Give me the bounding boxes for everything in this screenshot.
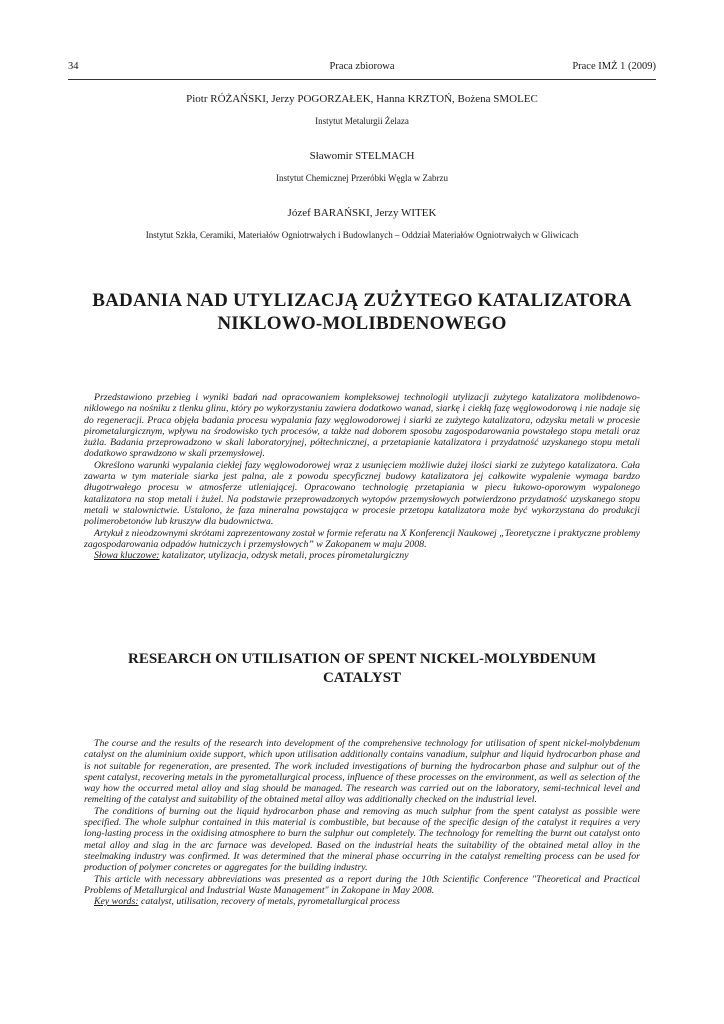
running-header [68,61,656,77]
journal-citation: Prace IMŻ 1 (2009) [572,61,656,72]
page-number: 34 [68,61,79,72]
abstract-pl-paragraph-1: Przedstawiono przebieg i wyniki badań nad opracowaniem kompleksowej technologii utylizacji zużytego katalizatora molibdenowo-niklowego na nośniku z tlenku glinu, który po wykorzystaniu zawiera dodatkowo wanad, siarkę i ciekłą fazę węglowodorową i nie nadaje się do regeneracji. Praca objęła badania procesu wypalania fazy węglowodorowej i siarki ze zużytego katalizatora, odzysku metali w procesie pirometalurgicznym, wpływu na środowisko tych procesów, a także nad doborem sposobu zagospodarowania powstałego stopu metali oraz żużla. Badania przeprowadzono w skali laboratoryjnej, półtechnicznej, a przetapianie katalizatora i przydatność uzyskanego stopu metali dodatkowo sprawdzono w skali przemysłowej. [84,392,640,460]
abstract-pl-paragraph-3: Artykuł z nieodzownymi skrótami zaprezentowany został w formie referatu na X Konferencji Naukowej „Teoretyczne i praktyczne problemy zagospodarowania odpadów hutniczych i przemysłowych” w Zakopanem w maju 2008. [84,527,640,550]
keywords-en-label: Key words: [94,896,139,908]
keywords-polish [84,550,640,561]
abstract-en-paragraph-1: The course and the results of the research into development of the comprehensive technology for utilisation of spent nickel-molybdenum catalyst on the aluminium oxide support, which upon utilisation additionally contains vanadium, sulphur and liquid hydrocarbon phase and is not suitable for regeneration, are presented. The work included investigations of burning the hydrocarbon phase and sulphur out of the spent catalyst, recovering metals in the pyrometallurgical process, influence of these processes on the environment, as well as selection of the way how the occurred metal alloy and slag should be managed. The research was carried out on the laboratory, semi-technical level and remelting of the catalyst and suitability of the obtained metal alloy was additionally checked on the industrial level. [84,738,640,806]
keywords-english [84,896,640,907]
author-names-3: Józef BARAŃSKI, Jerzy WITEK [287,207,437,219]
keywords-en-text: catalyst, utilisation, recovery of metals, pyrometallurgical process [138,896,400,908]
title-en-line-1: RESEARCH ON UTILISATION OF SPENT NICKEL-MOLYBDENUM [128,651,596,667]
abstract-en-paragraph-3: This article with necessary abbreviations was presented as a report during the 10th Scientific Conference "Theoretical and Practical Problems of Metallurgical and Industrial Waste Management" in Zakopane in May 2008. [84,873,640,896]
abstract-english [84,738,640,907]
keywords-pl-text: katalizator, utylizacja, odzysk metali, proces pirometalurgiczny [159,550,409,562]
abstract-en-paragraph-2: The conditions of burning out the liquid hydrocarbon phase and removing as much sulphur from the spent catalyst as possible were specified. The whole sulphur contained in this material is combustible, but because of the specific design of the catalyst it requires a very long-lasting process in the oxidising atmosphere to burn the sulphur out completely. The technology for remelting the burnt out catalyst onto metal alloy and slag in the arc furnace was developed. Based on the industrial heats the suitability of the obtained metal alloy in the steelmaking industry was confirmed. It was determined that the mineral phase occurring in the catalyst remelting process can be used for production of polymer concretes or aggregates for the building industry. [84,805,640,874]
abstract-pl-paragraph-2: Określono warunki wypalania ciekłej fazy węglowodorowej wraz z usunięciem możliwie dużej ilości siarki ze zużytego katalizatora. Cała zawarta w tym materiale siarka jest palna, ale z powodu specyficznej budowy katalizatora jej całkowite wypalenie wymaga bardzo długotrwałego procesu w atmosferze utleniającej. Opracowano technologię przetapiania w piecu łukowo-oporowym wypalonego katalizatora na stop metali i żużel. Na podstawie przeprowadzonych wytopów przemysłowych potwierdzono przydatność uzyskanego stopu metali w stalownictwie. Ustalono, że faza mineralna powstająca w procesie przetopu katalizatora może być wykorzystana do produkcji polimerobetonów lub kruszyw dla budownictwa. [84,459,640,528]
keywords-pl-label: Słowa kluczowe: [94,550,160,562]
affiliation-3: Instytut Szkła, Ceramiki, Materiałów Ogniotrwałych i Budowlanych – Oddział Materiałów Ogniotrwałych w Gliwicach [145,230,579,240]
header-divider [68,79,656,80]
title-en-line-2: CATALYST [322,670,402,686]
abstract-polish [84,392,640,561]
article-title-english [68,650,656,688]
author-names-2: Sławomir STELMACH [309,150,415,162]
title-pl-line-2: NIKLOWO-MOLIBDENOWEGO [217,313,507,334]
title-pl-line-1: BADANIA NAD UTYLIZACJĄ ZUŻYTEGO KATALIZATORA [92,290,632,311]
article-title-polish [68,289,656,335]
running-header-title: Praca zbiorowa [329,61,395,72]
affiliation-1: Instytut Metalurgii Żelaza [315,116,409,126]
affiliation-2: Instytut Chemicznej Przeróbki Węgla w Zabrzu [275,173,449,183]
author-names-1: Piotr RÓŻAŃSKI, Jerzy POGORZAŁEK, Hanna KRZTOŃ, Bożena SMOLEC [186,93,538,105]
